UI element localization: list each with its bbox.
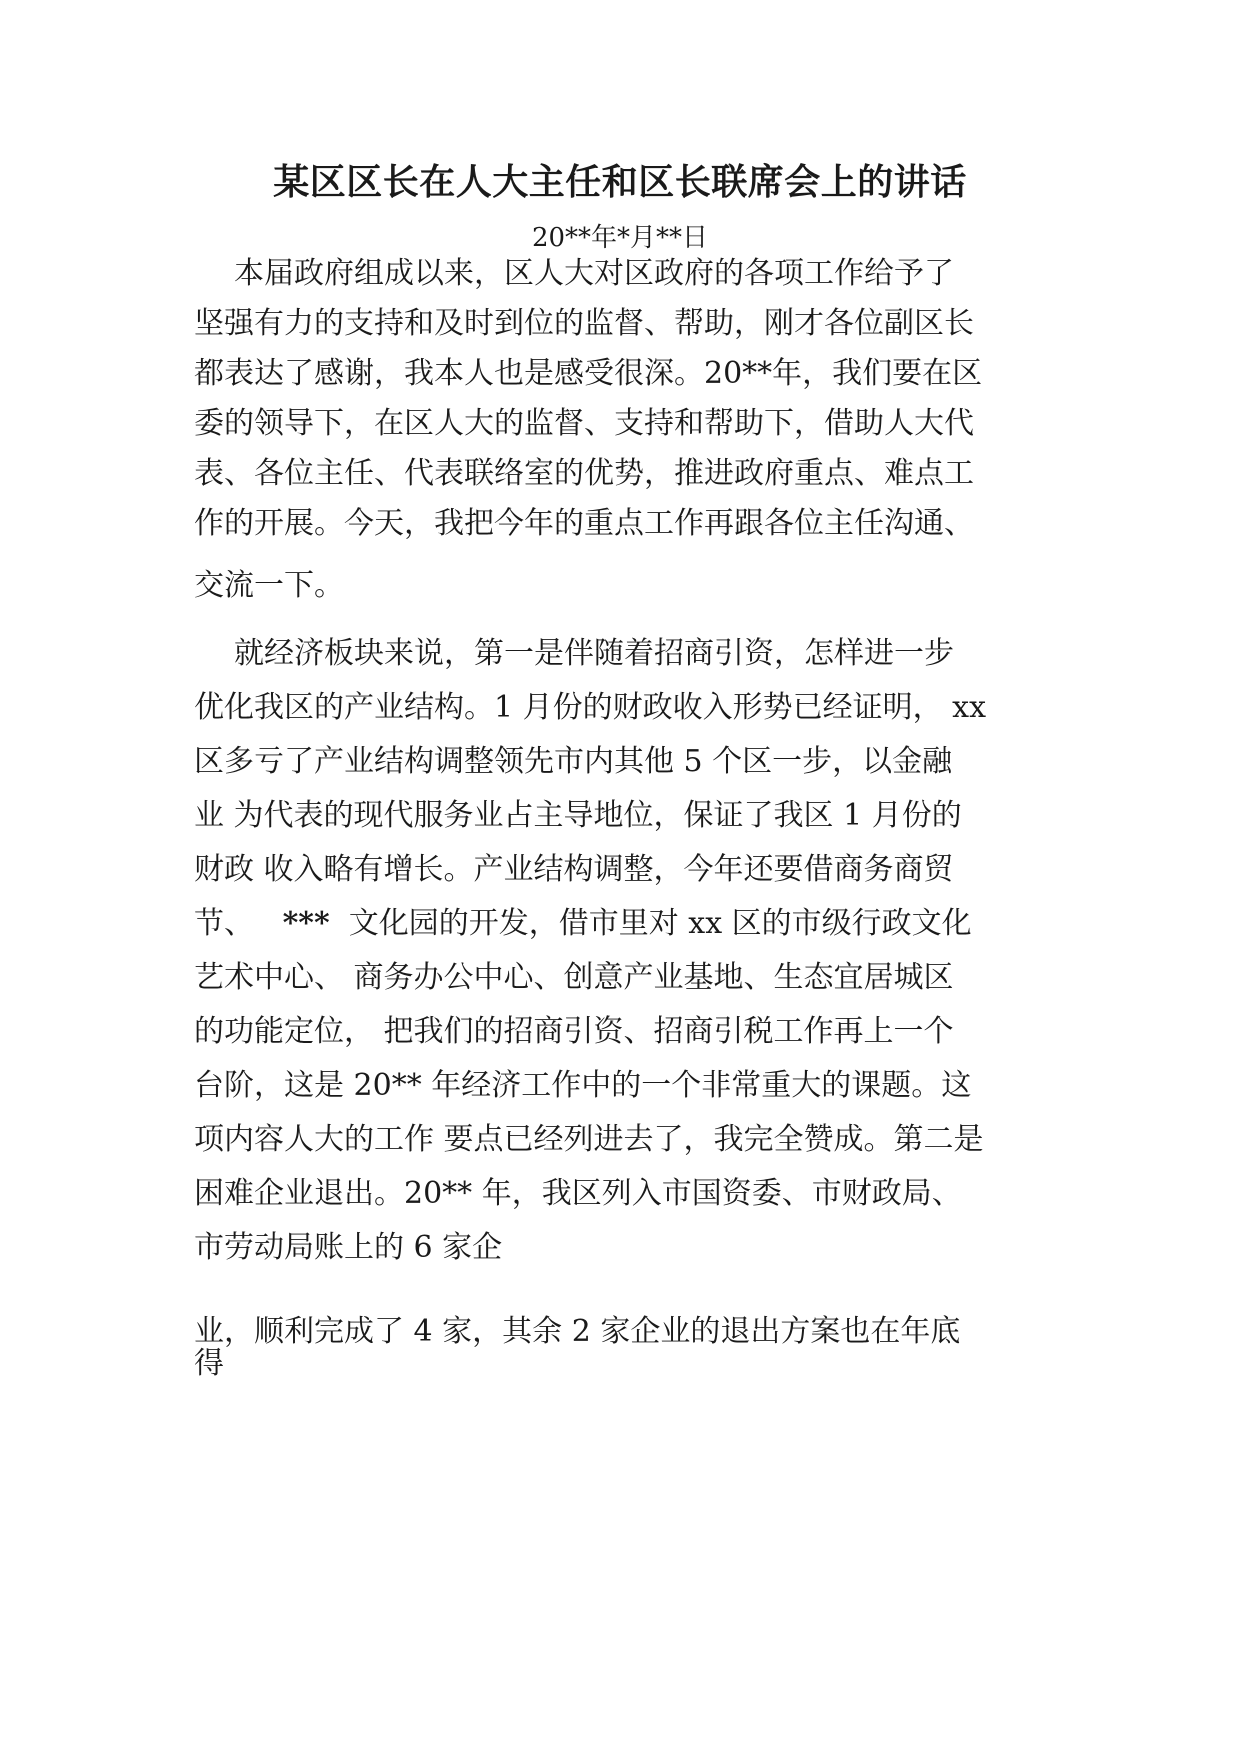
- paragraph-line: 交流一下。: [194, 568, 344, 603]
- paragraph-line: 表、各位主任、代表联络室的优势，推进政府重点、难点工: [194, 456, 974, 491]
- paragraph-line: 项内容人大的工作 要点已经列进去了，我完全赞成。第二是: [194, 1122, 984, 1157]
- paragraph-line: 得: [194, 1346, 224, 1381]
- paragraph-line: 财政 收入略有增长。产业结构调整，今年还要借商务商贸: [194, 852, 954, 887]
- paragraph-line: 区多亏了产业结构调整领先市内其他 5 个区一步，以金融: [194, 744, 953, 779]
- paragraph-line: 本届政府组成以来，区人大对区政府的各项工作给予了: [234, 256, 954, 291]
- paragraph-line: 市劳动局账上的 6 家企: [194, 1230, 503, 1265]
- line-rest: 文化园的开发，借市里对 xx 区的市级行政文化: [348, 906, 972, 941]
- bold-asterisks: ***: [282, 906, 330, 941]
- paragraph-line: 优化我区的产业结构。1 月份的财政收入形势已经证明， xx: [194, 690, 986, 725]
- paragraph-line: 困难企业退出。20** 年，我区列入市国资委、市财政局、: [194, 1176, 962, 1211]
- paragraph-line: 就经济板块来说，第一是伴随着招商引资，怎样进一步: [234, 636, 954, 671]
- paragraph-line: 委的领导下，在区人大的监督、支持和帮助下，借助人大代: [194, 406, 974, 441]
- paragraph-line: 台阶，这是 20** 年经济工作中的一个非常重大的课题。这: [194, 1068, 972, 1103]
- paragraph-line: 都表达了感谢，我本人也是感受很深。20**年，我们要在区: [194, 356, 983, 391]
- paragraph-line-mixed: [194, 904, 1054, 944]
- paragraph-line: 坚强有力的支持和及时到位的监督、帮助，刚才各位副区长: [194, 306, 974, 341]
- paragraph-line: 作的开展。今天，我把今年的重点工作再跟各位主任沟通、: [194, 506, 974, 541]
- document-title: 某区区长在人大主任和区长联席会上的讲话: [273, 162, 967, 203]
- paragraph-line: 的功能定位， 把我们的招商引资、招商引税工作再上一个: [194, 1014, 954, 1049]
- line-prefix: 节、: [194, 906, 254, 941]
- paragraph-line: 业，顺利完成了 4 家，其余 2 家企业的退出方案也在年底: [194, 1314, 961, 1349]
- paragraph-line: 业 为代表的现代服务业占主导地位，保证了我区 1 月份的: [194, 798, 962, 833]
- document-date: 20**年*月**日: [531, 223, 709, 253]
- paragraph-line: 艺术中心、 商务办公中心、创意产业基地、生态宜居城区: [194, 960, 954, 995]
